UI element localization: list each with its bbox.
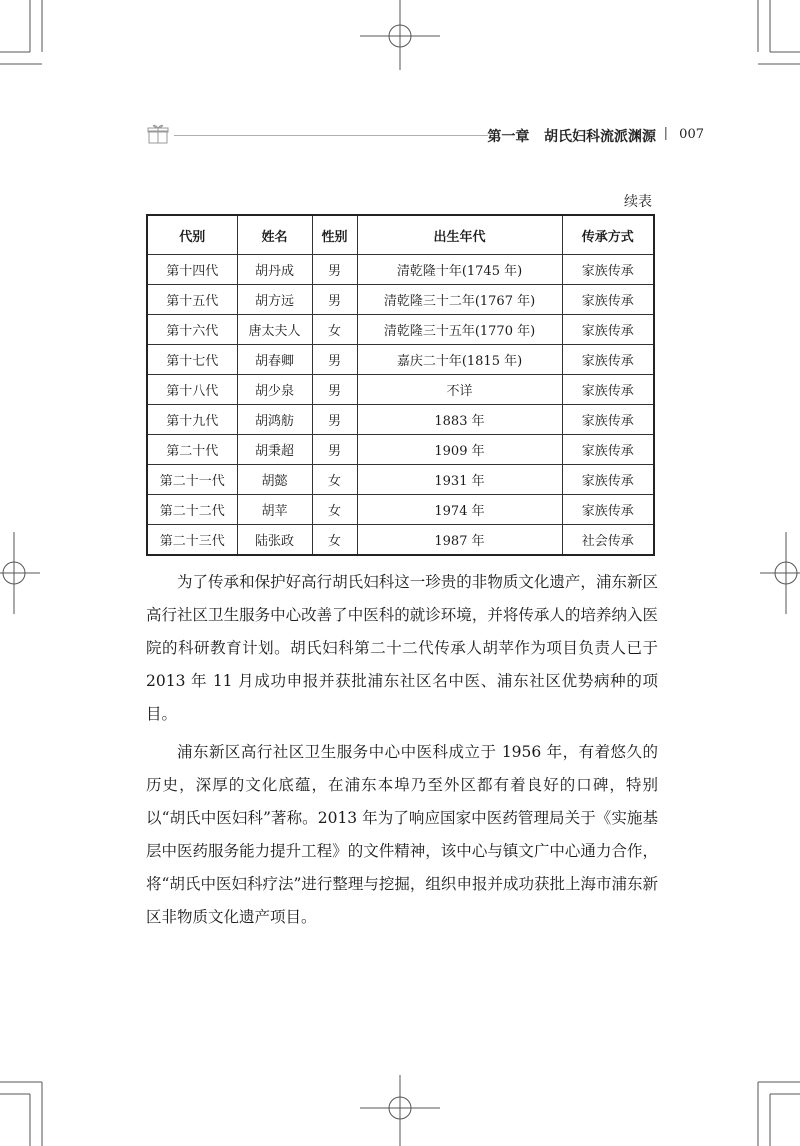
birth-cell: 1931 年 xyxy=(357,465,562,495)
birth-cell: 嘉庆二十年(1815 年) xyxy=(357,345,562,375)
birth-cell: 清乾隆三十二年(1767 年) xyxy=(357,285,562,315)
generation-cell: 第二十三代 xyxy=(147,525,237,556)
gender-cell: 男 xyxy=(312,345,357,375)
table-continued-label: 续表 xyxy=(624,194,652,210)
chapter-name: 胡氏妇科流派渊源 xyxy=(544,129,656,145)
gender-cell: 男 xyxy=(312,285,357,315)
inheritance-cell: 家族传承 xyxy=(562,465,654,495)
column-header: 出生年代 xyxy=(357,215,562,255)
generation-cell: 第十七代 xyxy=(147,345,237,375)
name-cell: 胡苹 xyxy=(237,495,312,525)
table-header-row xyxy=(147,215,654,255)
generation-cell: 第二十代 xyxy=(147,435,237,465)
inheritance-cell: 家族传承 xyxy=(562,375,654,405)
gender-cell: 女 xyxy=(312,315,357,345)
running-header xyxy=(146,118,706,148)
birth-cell: 1987 年 xyxy=(357,525,562,556)
name-cell: 胡懿 xyxy=(237,465,312,495)
inheritance-cell: 家族传承 xyxy=(562,405,654,435)
gender-cell: 女 xyxy=(312,465,357,495)
column-header: 性别 xyxy=(312,215,357,255)
paragraph: 为了传承和保护好高行胡氏妇科这一珍贵的非物质文化遗产，浦东新区高行社区卫生服务中心改善了中医科的就诊环境，并将传承人的培养纳入医院的科研教育计划。胡氏妇科第二十二代传承人胡苹作为项目负责人已于 2013 年 11 月成功申报并获批浦东社区名中医、浦东社区优势病种的项目。 xyxy=(146,573,658,723)
name-cell: 唐太夫人 xyxy=(237,315,312,345)
table-row xyxy=(147,255,654,285)
table-row xyxy=(147,495,654,525)
inheritance-cell: 家族传承 xyxy=(562,255,654,285)
column-header: 代别 xyxy=(147,215,237,255)
generation-cell: 第十五代 xyxy=(147,285,237,315)
gift-icon xyxy=(146,122,170,146)
inheritance-cell: 社会传承 xyxy=(562,525,654,556)
generation-cell: 第十八代 xyxy=(147,375,237,405)
inheritance-cell: 家族传承 xyxy=(562,285,654,315)
header-rule xyxy=(174,135,488,136)
paragraph: 浦东新区高行社区卫生服务中心中医科成立于 1956 年，有着悠久的历史，深厚的文化底蕴，在浦东本埠乃至外区都有着良好的口碑，特别以“胡氏中医妇科”著称。2013 年为了响应国家中医药管理局关于《实施基层中医药服务能力提升工程》的文件精神，该中心与镇文广中心通力合作，将“胡氏中医妇科疗法”进行整理与挖掘，组织申报并成功获批上海市浦东新区非物质文化遗产项目。 xyxy=(146,743,658,926)
table-row xyxy=(147,435,654,465)
name-cell: 胡少泉 xyxy=(237,375,312,405)
column-header: 传承方式 xyxy=(562,215,654,255)
column-header: 姓名 xyxy=(237,215,312,255)
birth-cell: 清乾隆三十五年(1770 年) xyxy=(357,315,562,345)
table-row xyxy=(147,375,654,405)
birth-cell: 不详 xyxy=(357,375,562,405)
generation-cell: 第二十二代 xyxy=(147,495,237,525)
birth-cell: 清乾隆十年(1745 年) xyxy=(357,255,562,285)
table-row xyxy=(147,285,654,315)
table-row xyxy=(147,315,654,345)
name-cell: 胡方远 xyxy=(237,285,312,315)
inheritance-cell: 家族传承 xyxy=(562,435,654,465)
generation-cell: 第十九代 xyxy=(147,405,237,435)
name-cell: 胡丹成 xyxy=(237,255,312,285)
name-cell: 胡春卿 xyxy=(237,345,312,375)
gender-cell: 女 xyxy=(312,495,357,525)
lineage-table xyxy=(146,214,655,556)
gender-cell: 男 xyxy=(312,405,357,435)
inheritance-cell: 家族传承 xyxy=(562,315,654,345)
name-cell: 胡秉超 xyxy=(237,435,312,465)
page-number: 007 xyxy=(679,127,704,142)
generation-cell: 第二十一代 xyxy=(147,465,237,495)
gender-cell: 男 xyxy=(312,375,357,405)
generation-cell: 第十四代 xyxy=(147,255,237,285)
name-cell: 胡鸿舫 xyxy=(237,405,312,435)
inheritance-cell: 家族传承 xyxy=(562,345,654,375)
gender-cell: 男 xyxy=(312,435,357,465)
chapter-number: 第一章 xyxy=(487,129,530,145)
table-row xyxy=(147,465,654,495)
inheritance-cell: 家族传承 xyxy=(562,495,654,525)
table-row xyxy=(147,345,654,375)
body-text xyxy=(146,566,658,939)
generation-cell: 第十六代 xyxy=(147,315,237,345)
birth-cell: 1883 年 xyxy=(357,405,562,435)
header-separator: | xyxy=(663,126,668,141)
name-cell: 陆张政 xyxy=(237,525,312,556)
birth-cell: 1909 年 xyxy=(357,435,562,465)
chapter-title xyxy=(487,126,656,146)
birth-cell: 1974 年 xyxy=(357,495,562,525)
table-row xyxy=(147,525,654,556)
gender-cell: 男 xyxy=(312,255,357,285)
gender-cell: 女 xyxy=(312,525,357,556)
table-row xyxy=(147,405,654,435)
